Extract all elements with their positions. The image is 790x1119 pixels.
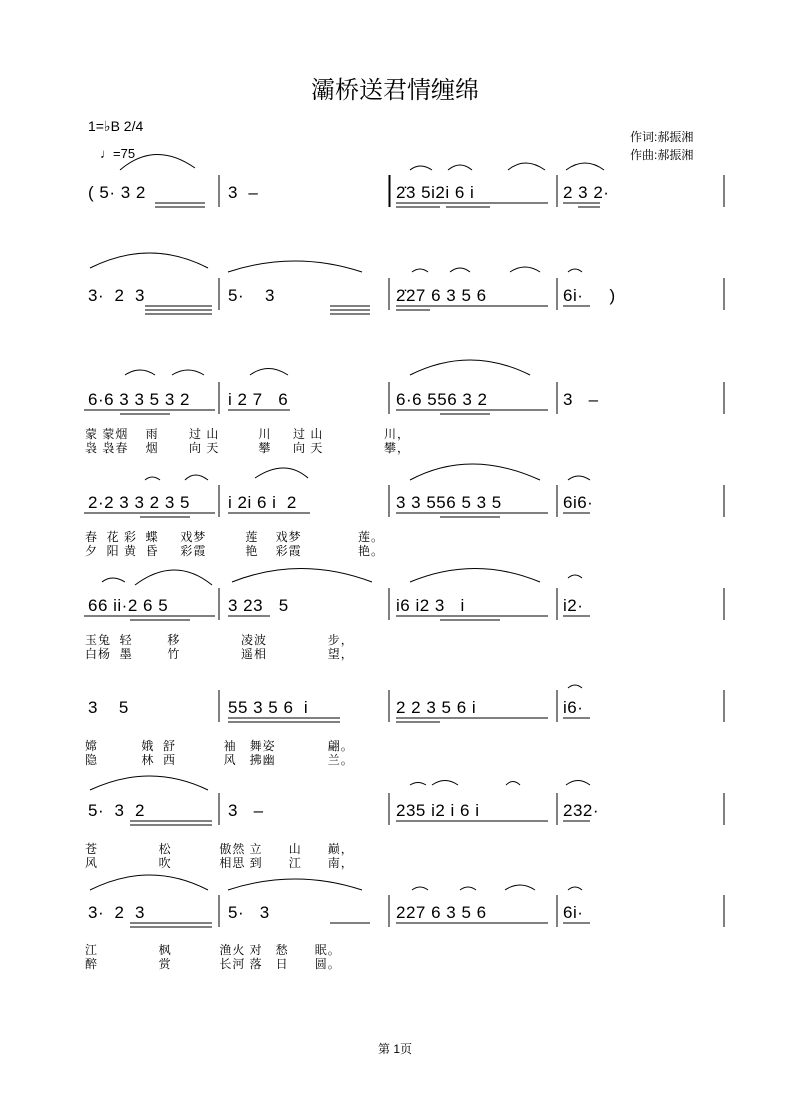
lyric-line-2: 醉 赏 长河 落 日 圆。 [85, 957, 341, 971]
measure-3: 2̇27 6 3 5 6 [396, 286, 487, 305]
bar-lines [219, 175, 724, 927]
measure-2: 5· 3 [228, 903, 270, 922]
measure-3: 2 2 3 5 6 i [396, 698, 477, 717]
measure-3: 235 i2 i 6 i [396, 801, 480, 820]
measure-3: 227 6 3 5 6 [396, 903, 487, 922]
composer-credit: 作曲:郝振湘 [630, 148, 694, 162]
measure-1: 5· 3 2 [88, 801, 145, 820]
measure-2: 3 23 5 [228, 596, 289, 615]
measure-2: i 2i 6 i 2 [228, 493, 297, 512]
slurs [90, 154, 604, 890]
measure-2: 3 – [228, 183, 259, 202]
measure-1: ( 5· 3 2 [88, 183, 146, 202]
key-signature: 1=♭B 2/4 [88, 118, 144, 134]
measure-4: 232· [563, 801, 600, 820]
measure-1: 66 ii·2 6 5 [88, 596, 169, 615]
tempo-marking: ♩=75 [100, 146, 136, 161]
measure-4: 2 3 2· [563, 183, 610, 202]
lyric-line-2: 夕 阳 黄 昏 彩霞 艳 彩霞 艳。 [85, 544, 385, 558]
measure-4: 6i6· [563, 493, 594, 512]
lyric-line-1: 玉兔 轻 移 凌波 步， [85, 633, 354, 647]
measure-4: i6· [563, 698, 584, 717]
lyric-line-1: 嫦 娥 舒 袖 舞姿 翩。 [85, 739, 354, 753]
measure-3: 3 3 556 5 3 5 [396, 493, 502, 512]
measure-1: 6·6 3 3 5 3 2 [88, 390, 190, 409]
lyric-line-2: 风 吹 相思 到 江 南， [85, 856, 354, 870]
measure-3: i6 i2 3 i [396, 596, 465, 615]
lyric-line-2: 白杨 墨 竹 遥相 望， [85, 647, 354, 661]
lyric-line-1: 春 花 彩 蝶 戏梦 莲 戏梦 莲。 [85, 530, 385, 544]
lyric-line-2: 隐 林 西 风 拂幽 兰。 [85, 753, 354, 767]
page-title: 灞桥送君情缠绵 [311, 77, 479, 104]
lyric-line-1: 苍 松 傲然 立 山 巅， [85, 842, 354, 856]
measure-4: 3 – [563, 390, 599, 409]
measure-2: 5· 3 [228, 286, 275, 305]
note-underlines [84, 203, 600, 927]
measure-1: 3 5 [88, 698, 129, 717]
measure-1: 3· 2 3 [88, 286, 145, 305]
measure-1: 2·2 3 3 2 3 5 [88, 493, 190, 512]
measure-4: i2· [563, 596, 584, 615]
measure-1: 3· 2 3 [88, 903, 145, 922]
measure-4: 6i· ) [563, 286, 616, 305]
measure-3: 6·6 556 3 2 [396, 390, 488, 409]
measure-2: 55 3 5 6 i [228, 698, 309, 717]
lyric-line-2: 袅 袅春 烟 向 天 攀 向 天 攀， [85, 441, 411, 455]
page-footer: 第 1页 [377, 1042, 412, 1056]
lyricist-credit: 作词:郝振湘 [630, 130, 694, 144]
lyric-line-1: 江 枫 渔火 对 愁 眠。 [85, 943, 341, 957]
measure-2: 3 – [228, 801, 264, 820]
measure-2: i 2 7 6 [228, 390, 289, 409]
measure-3: 2̇3 5i2i 6 i [396, 183, 475, 202]
measure-4: 6i· [563, 903, 584, 922]
lyric-line-1: 蒙 蒙烟 雨 过 山 川 过 山 川， [85, 427, 411, 441]
